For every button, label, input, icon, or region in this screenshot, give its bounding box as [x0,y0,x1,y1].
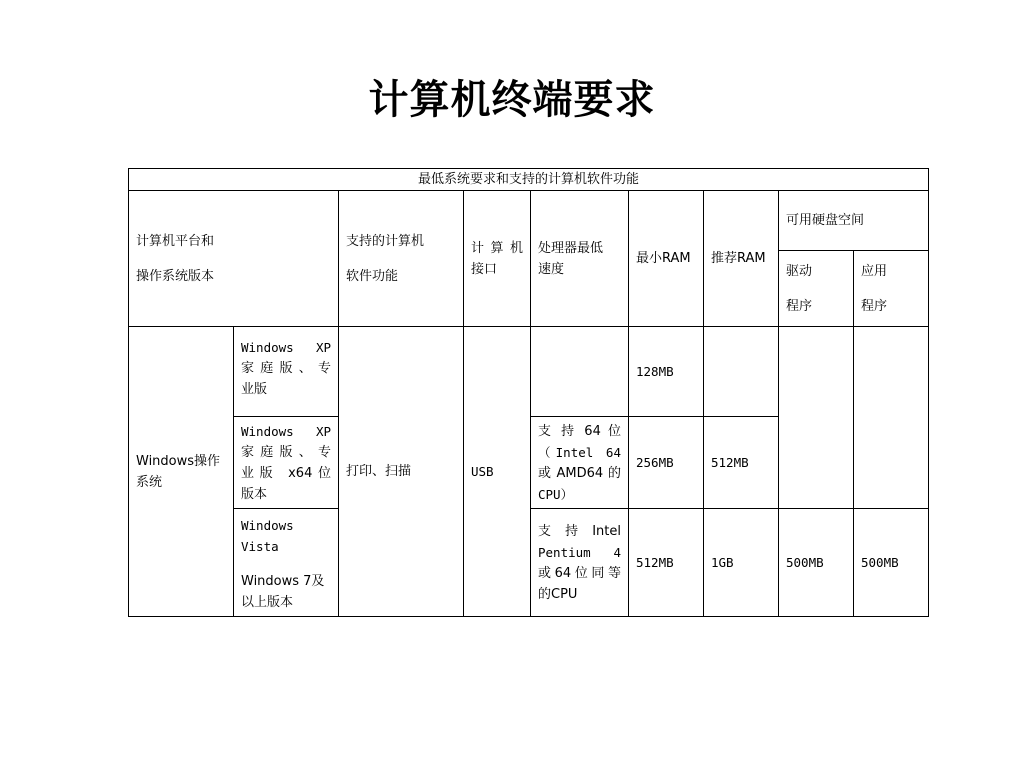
os-xp-line2: 家庭版、专 [241,361,331,376]
cpu-cell-xp [531,327,629,417]
cpu-vista-line4: 的CPU [538,586,578,602]
cpu-xp64-line2: （Intel 64 [538,444,621,460]
features-cell: 打印、扫描 [339,327,464,617]
cpu-xp64-line3: 或 AMD64 的 [538,465,621,481]
driver-disk-cell: 500MB [779,509,854,617]
cpu-xp64-line1: 支 持 64 位 [538,423,621,439]
os-vista-line1: Windows [241,518,294,533]
cpu-vista-line3: 或64位同等 [538,565,621,581]
os-cell-xp [234,327,339,417]
header-app [854,251,929,327]
header-interface-line1: 计算机 [471,240,523,256]
min-ram-cell-xp: 128MB [629,327,704,417]
driver-disk-empty [779,327,854,509]
rec-ram-cell-vista: 1GB [704,509,779,617]
header-driver [779,251,854,327]
header-platform-line1: 计算机平台和 [136,233,215,249]
header-app-line2: 程序 [861,298,888,314]
os-xp-line3: 业版 [241,382,268,397]
table-caption: 最低系统要求和支持的计算机软件功能 [129,169,929,191]
os-xp64-line1: Windows XP [241,423,331,439]
table-row [129,327,929,417]
header-features-line2: 软件功能 [346,268,399,284]
page-title: 计算机终端要求 [368,77,656,123]
cpu-vista-line1: 支 持 Intel [538,523,621,539]
header-app-line1: 应用 [861,263,888,279]
os-xp-line1: Windows XP [241,340,331,355]
header-cpu-line1: 处理器最低 [538,240,604,256]
rec-ram-cell-xp [704,327,779,417]
header-driver-line2: 程序 [786,298,813,314]
cpu-cell-vista [531,509,629,617]
os-xp64-line2: 家庭版、专 [241,444,331,460]
header-features [339,191,464,327]
header-disk: 可用硬盘空间 [779,191,929,251]
cpu-vista-line2: Pentium 4 [538,544,621,560]
header-cpu [531,191,629,327]
header-rec-ram: 推荐RAM [704,191,779,327]
header-cpu-line2: 速度 [538,261,565,277]
min-ram-cell-vista: 512MB [629,509,704,617]
os-vista-line4: 以上版本 [241,595,294,610]
os-cell-vista [234,509,339,617]
header-interface [464,191,531,327]
os-xp64-line3: 业版 x64位 [241,465,331,481]
os-xp64-line4: 版本 [241,486,268,502]
os-family-cell: Windows操作系统 [129,327,234,617]
os-cell-xp64 [234,417,339,509]
min-ram-cell-xp64: 256MB [629,417,704,509]
header-platform [129,191,339,327]
rec-ram-cell-xp64: 512MB [704,417,779,509]
header-interface-line2: 接口 [471,261,498,277]
app-disk-cell: 500MB [854,509,929,617]
app-disk-empty [854,327,929,509]
os-vista-line3: Windows 7及 [241,574,325,589]
header-platform-line2: 操作系统版本 [136,268,215,284]
header-driver-line1: 驱动 [786,263,813,279]
interface-cell: USB [464,327,531,617]
requirements-table [128,168,929,617]
cpu-cell-xp64 [531,417,629,509]
cpu-xp64-line4: CPU） [538,486,574,502]
os-vista-line2: Vista [241,539,279,554]
header-min-ram: 最小RAM [629,191,704,327]
header-features-line1: 支持的计算机 [346,233,425,249]
